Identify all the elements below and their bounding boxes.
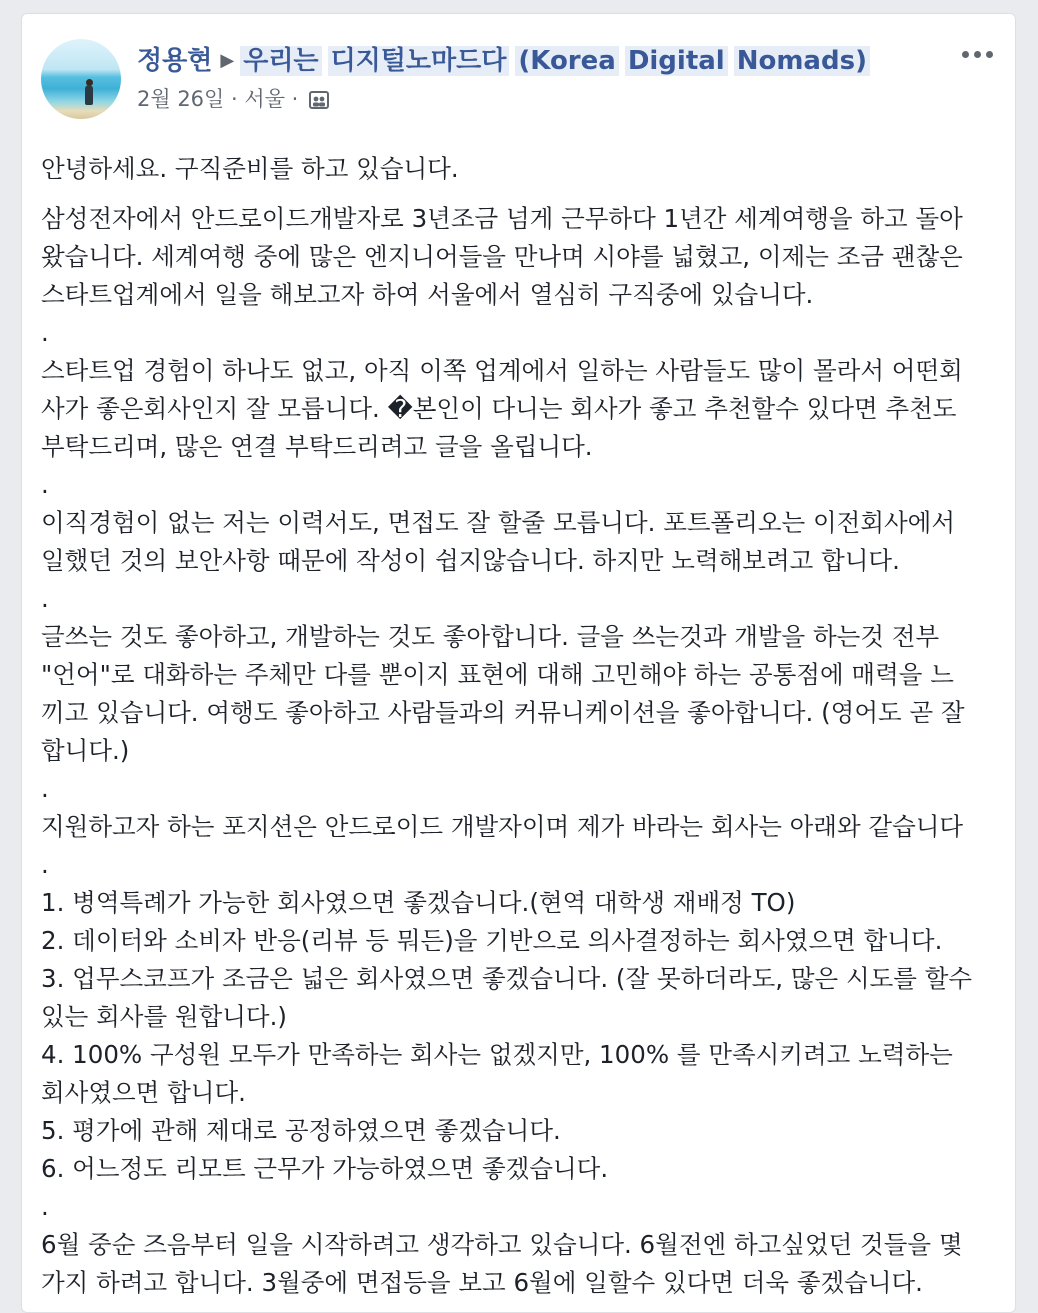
post-line: . [41, 850, 49, 879]
post-line: 3. 업무스코프가 조금은 넓은 회사였으면 좋겠습니다. (잘 못하더라도, 많은 시도를 할수 [41, 964, 973, 993]
post-line: 끼고 있습니다. 여행도 좋아하고 사람들과의 커뮤니케이션을 좋아합니다. (영어도 곧 잘 [41, 698, 965, 727]
post-line: 안녕하세요. 구직준비를 하고 있습니다. [41, 154, 459, 183]
post-line: 지원하고자 하는 포지션은 안드로이드 개발자이며 제가 바라는 회사는 아래와 같습니다 [41, 812, 964, 841]
post-meta [137, 84, 329, 114]
post-line: 왔습니다. 세계여행 중에 많은 엔지니어들을 만나며 시야를 넓혔고, 이제는 조금 괜찮은 [41, 242, 963, 271]
post-location[interactable]: 서울 [244, 87, 285, 111]
post-line: 6월 중순 즈음부터 일을 시작하려고 생각하고 있습니다. 6월전엔 하고싶었던 것들을 몇 [41, 1230, 963, 1259]
post-line: 가지 하려고 합니다. 3월중에 면접등을 보고 6월에 일할수 있다면 더욱 좋겠습니다. [41, 1268, 923, 1297]
post-line: 글쓰는 것도 좋아하고, 개발하는 것도 좋아합니다. 글을 쓰는것과 개발을 하는것 전부 [41, 622, 940, 651]
group-audience-icon[interactable] [309, 91, 329, 109]
post-line: 6. 어느정도 리모트 근무가 가능하였으면 좋겠습니다. [41, 1154, 609, 1183]
post-line: 2. 데이터와 소비자 반응(리뷰 등 뭐든)을 기반으로 의사결정하는 회사였으면 합니다. [41, 926, 943, 955]
post-body [41, 150, 1001, 1302]
post-date[interactable]: 2월 26일 [137, 87, 225, 111]
post-line: 스타트업 경험이 하나도 없고, 아직 이쪽 업계에서 일하는 사람들도 많이 몰라서 어떤회 [41, 356, 963, 385]
group-link-word[interactable]: Digital [625, 46, 728, 76]
post-line: 일했던 것의 보안사항 때문에 작성이 쉽지않습니다. 하지만 노력해보려고 합니다. [41, 546, 900, 575]
avatar-person-body [85, 85, 93, 105]
post-line: 5. 평가에 관해 제대로 공정하였으면 좋겠습니다. [41, 1116, 561, 1145]
post-line: "언어"로 대화하는 주체만 다를 뿐이지 표현에 대해 고민해야 하는 공통점에 매력을 느 [41, 660, 954, 689]
post-line: . [41, 1192, 49, 1221]
avatar[interactable] [41, 39, 121, 119]
post-line: 4. 100% 구성원 모두가 만족하는 회사는 없겠지만, 100% 를 만족시키려고 노력하는 [41, 1040, 953, 1069]
meta-separator: · [291, 87, 299, 111]
group-link-word[interactable]: Nomads) [734, 46, 870, 76]
post-header [137, 44, 876, 81]
post-line: 이직경험이 없는 저는 이력서도, 면접도 잘 할줄 모릅니다. 포트폴리오는 이전회사에서 [41, 508, 956, 537]
group-link-word[interactable]: 디지털노마드다 [328, 46, 510, 76]
post-line: . [41, 584, 49, 613]
shared-to-arrow-icon: ▶ [220, 50, 235, 71]
group-link-word[interactable]: (Korea [515, 46, 618, 76]
post-line: 합니다.) [41, 736, 130, 765]
post-line: . [41, 318, 49, 347]
more-options-icon[interactable] [962, 42, 1002, 66]
post-line: 삼성전자에서 안드로이드개발자로 3년조금 넘게 근무하다 1년간 세계여행을 하고 돌아 [41, 204, 963, 233]
post-line: . [41, 774, 49, 803]
post-card [21, 13, 1016, 1313]
post-line: 1. 병역특례가 가능한 회사였으면 좋겠습니다.(현역 대학생 재배정 TO) [41, 888, 796, 917]
post-line: 스타트업계에서 일을 해보고자 하여 서울에서 열심히 구직중에 있습니다. [41, 280, 814, 309]
author-name[interactable]: 정용현 [137, 46, 213, 76]
post-line: 회사였으면 합니다. [41, 1078, 246, 1107]
post-line: 있는 회사를 원합니다.) [41, 1002, 287, 1031]
group-link-word[interactable]: 우리는 [240, 46, 321, 76]
post-line: . [41, 470, 49, 499]
post-line: 사가 좋은회사인지 잘 모릅니다. �본인이 다니는 회사가 좋고 추천할수 있다면 추천도 [41, 394, 957, 423]
post-line: 부탁드리며, 많은 연결 부탁드리려고 글을 올립니다. [41, 432, 593, 461]
meta-separator: · [231, 87, 238, 111]
